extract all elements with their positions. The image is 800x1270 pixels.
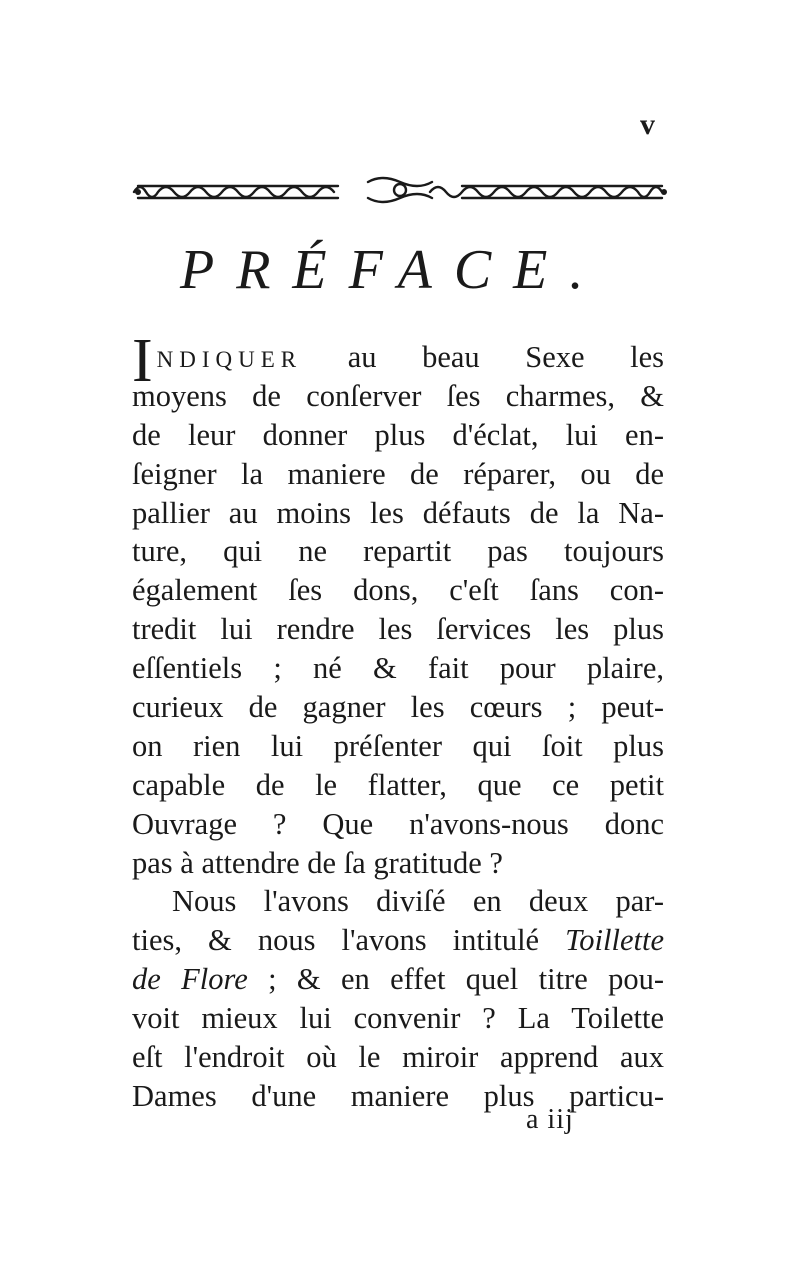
text-line-3: de leur donner plus d'éclat, lui en- (132, 417, 664, 452)
text-line-9: eſſentiels ; né & fait pour plaire, (132, 651, 664, 686)
text-line-6: ture, qui ne repartit pas toujours (132, 534, 664, 569)
page-number: v (640, 108, 655, 141)
text-line-14: pas à attendre de ſa gratitude ? (132, 845, 503, 880)
text-line-17 (132, 960, 664, 999)
decorative-ornament-band (130, 172, 670, 208)
text-line-10: curieux de gagner les cœurs ; peut- (132, 690, 664, 725)
text-line-11: on rien lui préſenter qui ſoit plus (132, 728, 664, 763)
first-word-smallcaps: NDIQUER (156, 347, 303, 372)
preface-body (132, 327, 664, 1116)
text-line-7: également ſes dons, c'eſt ſans con- (132, 573, 664, 608)
text-line-12: capable de le flatter, que ce petit (132, 767, 664, 802)
text-line-15: Nous l'avons diviſé en deux par- (172, 884, 664, 919)
text-line-1 (132, 327, 664, 395)
text-line-18: voit mieux lui convenir ? La Toilette (132, 1001, 664, 1036)
text-line-1-rest: au beau Sexe les (302, 340, 664, 374)
text-line-16 (132, 921, 664, 960)
page-title: PRÉFACE. (180, 239, 606, 301)
work-title-italic-part1: Toillette (565, 923, 664, 958)
text-line-5: pallier au moins les défauts de la Na- (132, 495, 664, 530)
signature-mark: a iij (526, 1104, 574, 1135)
text-line-13: Ouvrage ? Que n'avons-nous donc (132, 806, 664, 841)
drop-cap: I (132, 327, 153, 395)
text-line-20: Dames d'une maniere plus particu- (132, 1078, 664, 1113)
work-title-italic-part2: de Flore (132, 962, 248, 997)
text-line-8: tredit lui rendre les ſervices les plus (132, 612, 664, 647)
text-line-16-text: ties, & nous l'avons intitulé (132, 923, 566, 958)
text-line-4: ſeigner la maniere de réparer, ou de (132, 456, 664, 491)
text-line-2: moyens de conſerver ſes charmes, & (132, 378, 664, 413)
text-line-19: eſt l'endroit où le miroir apprend aux (132, 1040, 664, 1075)
text-line-17-text: ; & en effet quel titre pou- (247, 962, 664, 997)
